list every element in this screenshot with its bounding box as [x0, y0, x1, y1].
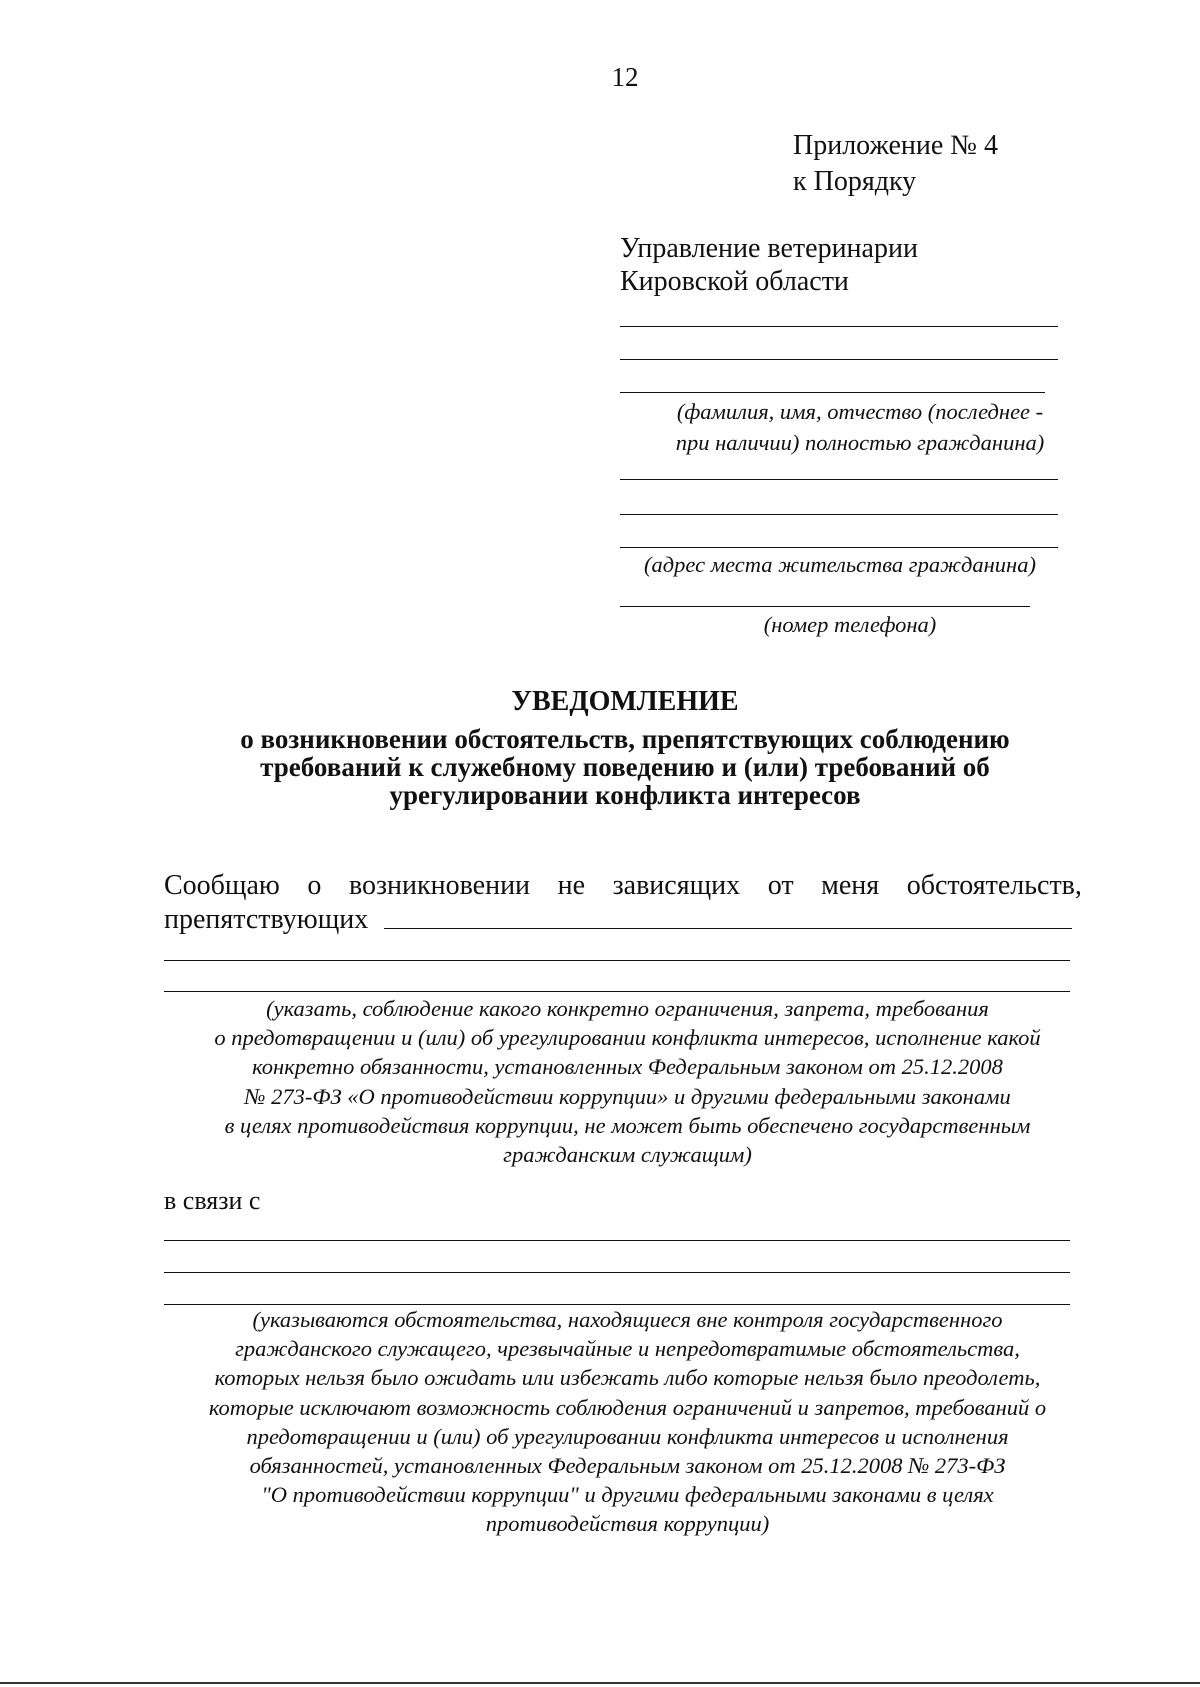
report-word: зависящих — [612, 870, 741, 901]
report-word: о — [307, 870, 322, 901]
requirement-hint-line: № 273-ФЗ «О противодействии коррупции» и другими федеральными законами — [244, 1083, 1011, 1109]
title-line1: о возникновении обстоятельств, препятствующих соблюдению — [240, 724, 1010, 754]
requirement-hint-line: (указать, соблюдение какого конкретно ограничения, запрета, требования — [266, 996, 989, 1021]
report-word: возникновении — [348, 870, 531, 901]
appendix-to-order: к Порядку — [793, 166, 917, 197]
requirement-hint-line: о предотвращении и (или) об урегулировании конфликта интересов, исполнение какой — [214, 1025, 1041, 1051]
report-word: от — [767, 870, 794, 901]
requirement-hint — [160, 994, 1095, 1169]
circumstances-hint-line: предотвращении и (или) об урегулировании конфликта интересов и исполнения — [246, 1423, 1009, 1449]
scan-bottom-edge — [0, 1682, 1200, 1684]
circumstances-hint-line: которых нельзя было ожидать или избежать либо которые нельзя было преодолеть, — [214, 1365, 1041, 1391]
fio-blank-line-1 — [620, 326, 1058, 327]
fio-hint-line2: при наличии) полностью гражданина) — [675, 430, 1045, 455]
requirement-hint-line: в целях противодействия коррупции, не может быть обеспечено государственным — [224, 1112, 1031, 1138]
circumstances-hint-line: гражданского служащего, чрезвычайные и непредотвратимые обстоятельства, — [235, 1336, 1020, 1362]
title-line2: требований к служебному поведению и (или) требований об — [260, 752, 990, 782]
report-blank-line-3 — [164, 991, 1070, 992]
circumstances-blank-line-1 — [164, 1240, 1070, 1241]
in-connection-label: в связи с — [164, 1186, 261, 1215]
address-blank-line-3 — [620, 547, 1058, 548]
report-blank-line-2 — [164, 960, 1070, 961]
report-text-line1 — [164, 870, 1082, 902]
fio-blank-line-2 — [620, 359, 1058, 360]
notification-title — [140, 688, 1110, 809]
circumstances-hint-line: "О противодействии коррупции" и другими федеральными законами в целях — [261, 1482, 994, 1508]
report-word: меня — [821, 870, 880, 901]
phone-blank-line — [620, 606, 1030, 607]
phone-hint: (номер телефона) — [763, 612, 937, 637]
circumstances-blank-line-2 — [164, 1272, 1070, 1273]
fio-blank-line-3 — [620, 392, 1045, 393]
page-number: 12 — [611, 62, 639, 92]
appendix-reference — [793, 128, 998, 200]
address-blank-line-1 — [620, 479, 1058, 480]
fio-hint-line1: (фамилия, имя, отчество (последнее - — [676, 399, 1044, 424]
report-word: не — [557, 870, 586, 901]
addressee-line2: Кировской области — [620, 266, 849, 297]
circumstances-hint-line: которые исключают возможность соблюдения ограничений и запретов, требований о — [208, 1394, 1047, 1420]
address-hint: (адрес места жительства гражданина) — [644, 552, 1036, 577]
report-text-line2: препятствующих — [164, 904, 369, 935]
appendix-number: Приложение № 4 — [793, 130, 998, 161]
report-word: Сообщаю — [164, 870, 280, 901]
title-heading: УВЕДОМЛЕНИЕ — [511, 686, 739, 717]
address-blank-line-2 — [620, 514, 1058, 515]
report-blank-line-1 — [384, 928, 1072, 929]
fio-hint — [640, 396, 1080, 458]
circumstances-hint-line: (указываются обстоятельства, находящиеся вне контроля государственного — [252, 1307, 1003, 1332]
circumstances-hint-line: противодействия коррупции) — [485, 1511, 770, 1537]
circumstances-hint-line: обязанностей, установленных Федеральным законом от 25.12.2008 № 273-ФЗ — [249, 1453, 1006, 1479]
title-line3: урегулировании конфликта интересов — [389, 780, 861, 810]
circumstances-hint — [160, 1305, 1095, 1539]
addressee-line1: Управление ветеринарии — [620, 233, 918, 264]
addressee-block — [620, 232, 918, 298]
report-word: обстоятельств, — [906, 870, 1082, 901]
requirement-hint-line: конкретно обязанности, установленных Федеральным законом от 25.12.2008 — [252, 1054, 1003, 1080]
requirement-hint-line: гражданским служащим) — [503, 1142, 752, 1168]
